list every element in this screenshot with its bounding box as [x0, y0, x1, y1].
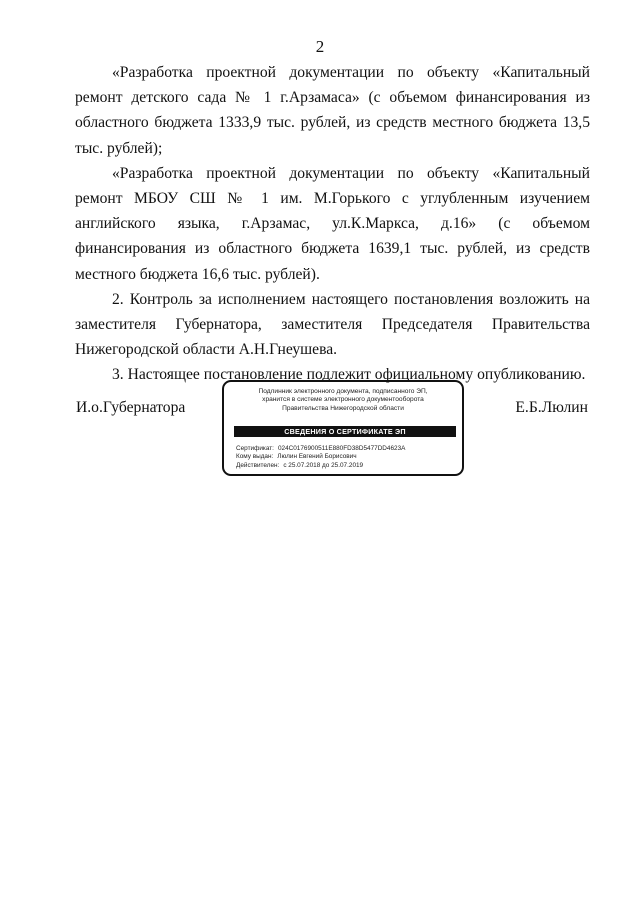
certificate-value: 024C0176900511E880FD38D5477DD4623A	[277, 445, 406, 452]
stamp-header-line: хранится в системе электронного документооборота	[262, 396, 424, 404]
paragraph-publication-clause: 3. Настоящее постановление подлежит официальному опубликованию.	[112, 366, 586, 384]
signer-role: И.о.Губернатора	[76, 399, 186, 416]
signer-name: Е.Б.Люлин	[515, 399, 588, 416]
stamp-header-line: Подлинник электронного документа, подписанного ЭП,	[258, 388, 428, 395]
issued-to-label: Кому выдан:	[236, 453, 274, 461]
electronic-signature-stamp	[222, 380, 464, 476]
stamp-issued-to-row	[236, 453, 458, 461]
valid-value: с 25.07.2018 до 25.07.2019	[283, 461, 364, 469]
stamp-header	[224, 388, 462, 413]
paragraph-control-clause: 2. Контроль за исполнением настоящего постановления возложить на заместителя Губернатора, заместителя Председателя Правительства Нижегородской области А.Н.Гнеушева.	[75, 290, 590, 359]
valid-label: Действителен:	[236, 461, 280, 469]
stamp-certificate-banner: СВЕДЕНИЯ О СЕРТИФИКАТЕ ЭП	[234, 426, 456, 437]
stamp-certificate-details	[236, 445, 458, 470]
stamp-header-line: Правительства Нижегородской области	[282, 404, 404, 412]
page-number: 2	[315, 37, 325, 56]
certificate-label: Сертификат:	[236, 445, 274, 452]
stamp-validity-row	[236, 462, 458, 470]
document-body	[75, 60, 590, 388]
issued-to-value: Люлин Евгений Борисович	[277, 453, 357, 461]
paragraph-kindergarten-project: «Разработка проектной документации по объекту «Капитальный ремонт детского сада № 1 г.Арзамаса» (с объемом финансирования из областного бюджета 1333,9 тыс. рублей, из средств местного бюджета 13,5 тыс. рублей);	[75, 64, 590, 157]
paragraph-school-project: «Разработка проектной документации по объекту «Капитальный ремонт МБОУ СШ № 1 им. М.Горького с углубленным изучением английского языка, г.Арзамас, ул.К.Маркса, д.16» (с объемом финансирования из областного бюджета 1639,1 тыс. рублей, из средств местного бюджета 16,6 тыс. рублей).	[75, 164, 590, 283]
